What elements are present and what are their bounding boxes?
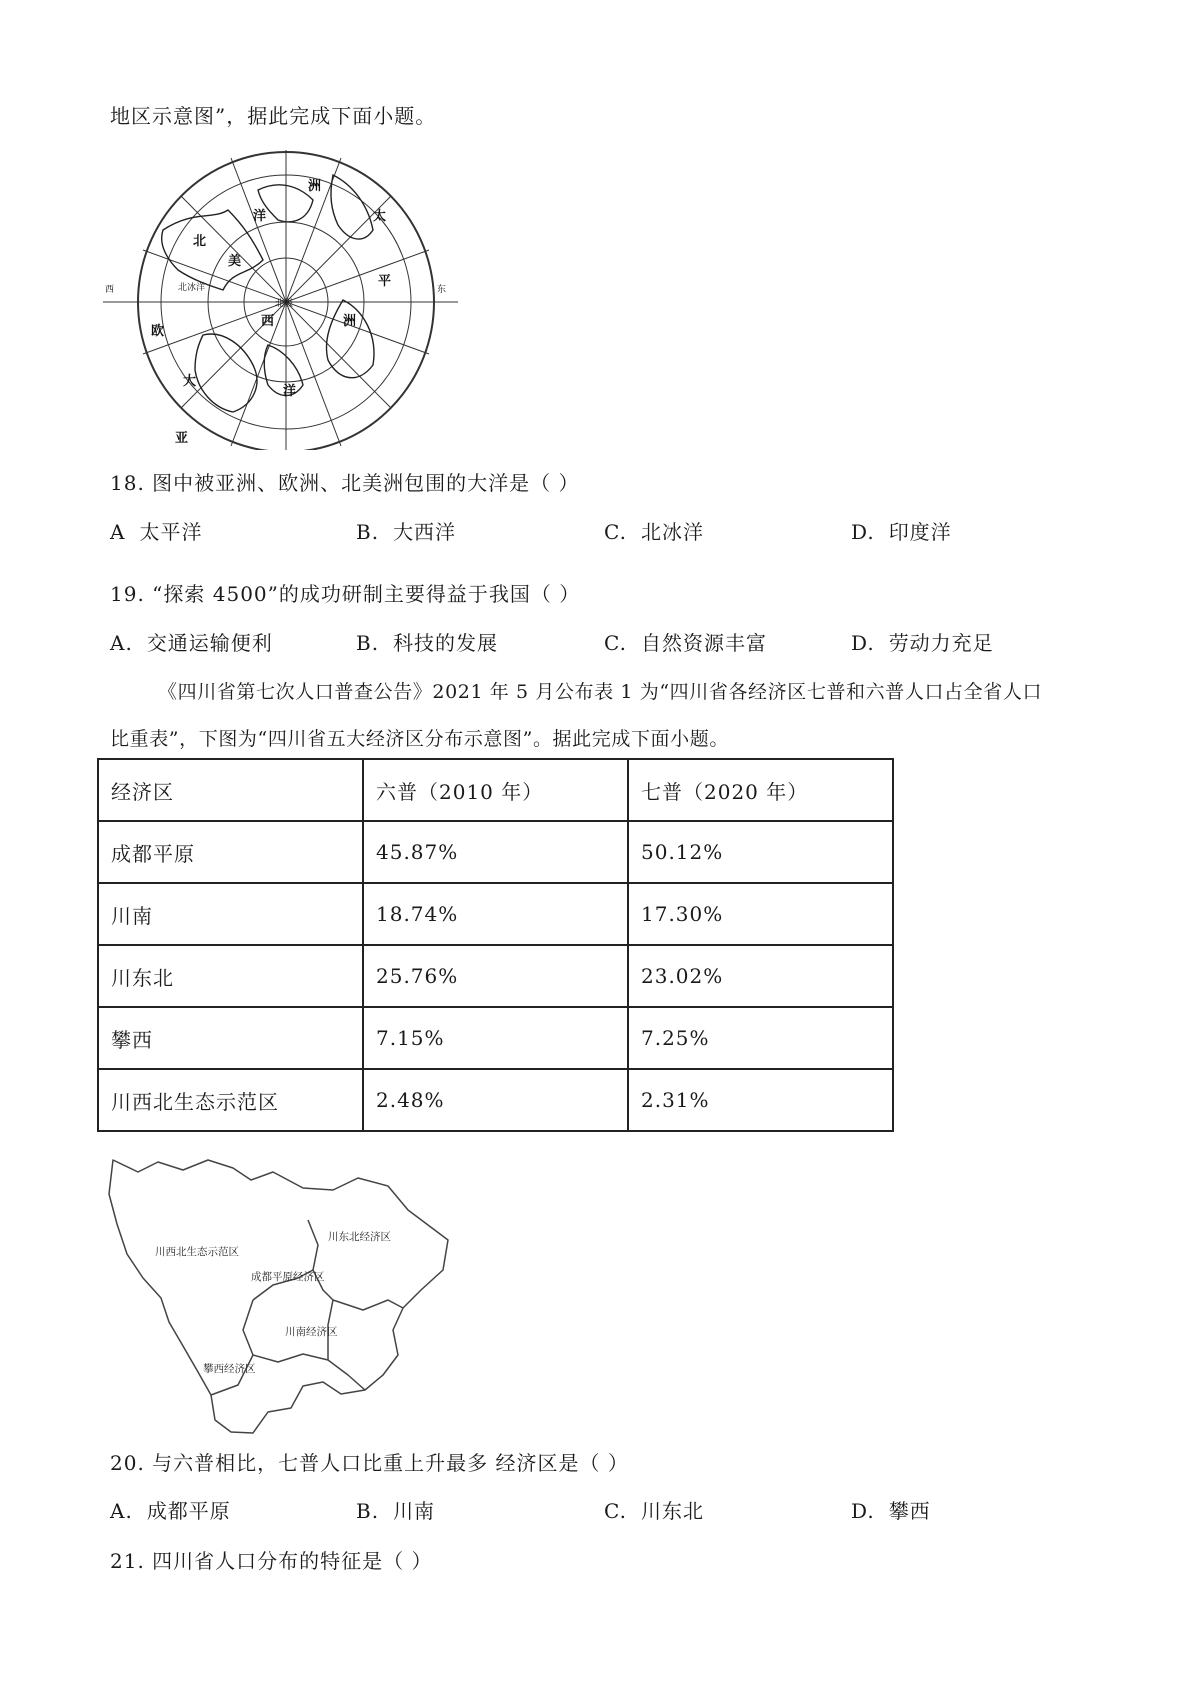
polar-label-mei: 美	[228, 254, 242, 269]
sichuan-label-northeast: 川东北经济区	[328, 1231, 391, 1243]
sichuan-map-svg	[103, 1150, 453, 1435]
option-key: B.	[356, 1499, 380, 1523]
question-21-stem: 21. 四川省人口分布的特征是（ ）	[110, 1549, 433, 1573]
option-key: B.	[356, 520, 380, 544]
table-cell: 7.25%	[628, 1007, 893, 1069]
polar-label-tai: 太	[373, 209, 387, 224]
intro-paragraph-line1: 《四川省第七次人口普查公告》2021 年 5 月公布表 1 为“四川省各经济区七普和六普人口占全省人口	[158, 681, 1043, 703]
option-key: C.	[604, 520, 627, 544]
polar-map-svg	[103, 150, 463, 450]
question-19-stem: 19. “探索 4500”的成功研制主要得益于我国（ ）	[110, 582, 581, 606]
option-key: C.	[604, 1499, 627, 1523]
polar-label-da: 大	[183, 374, 197, 389]
option-key: A.	[110, 631, 133, 655]
option-key: D.	[851, 520, 875, 544]
polar-label-arctic-ocean: 北冰洋	[178, 283, 206, 293]
table-cell: 7.15%	[363, 1007, 628, 1069]
polar-label-zhou1: 洲	[308, 179, 322, 194]
polar-label-ya: 亚	[175, 431, 189, 446]
table-cell: 攀西	[98, 1007, 363, 1069]
sichuan-label-south: 川南经济区	[285, 1326, 338, 1338]
q18-option-b[interactable]	[356, 516, 456, 545]
sichuan-label-panxi: 攀西经济区	[203, 1363, 256, 1375]
table-cell: 川西北生态示范区	[98, 1069, 363, 1131]
polar-label-west: 西	[105, 285, 115, 295]
option-key: B.	[356, 631, 380, 655]
table-cell: 川东北	[98, 945, 363, 1007]
table-header-cell: 经济区	[98, 759, 363, 821]
table-cell: 2.31%	[628, 1069, 893, 1131]
table-cell: 50.12%	[628, 821, 893, 883]
q19-option-d[interactable]	[851, 627, 994, 656]
option-text: 攀西	[888, 1499, 931, 1523]
table-header-cell: 七普（2020 年）	[628, 759, 893, 821]
table-cell: 川南	[98, 883, 363, 945]
sichuan-label-chengdu: 成都平原经济区	[251, 1271, 325, 1283]
polar-label-yang2: 洋	[283, 384, 297, 399]
polar-label-ping: 平	[378, 274, 392, 289]
table-cell: 17.30%	[628, 883, 893, 945]
table-row	[98, 883, 893, 945]
table-cell: 2.48%	[363, 1069, 628, 1131]
table-cell: 23.02%	[628, 945, 893, 1007]
table-cell: 25.76%	[363, 945, 628, 1007]
polar-region-map	[103, 150, 463, 450]
q20-option-d[interactable]	[851, 1495, 931, 1524]
sichuan-economic-zones-map	[103, 1150, 453, 1435]
option-text: 交通运输便利	[146, 631, 273, 655]
option-key: D.	[851, 631, 875, 655]
table-cell: 成都平原	[98, 821, 363, 883]
option-text: 印度洋	[888, 520, 952, 544]
option-text: 成都平原	[146, 1499, 231, 1523]
option-text: 大西洋	[393, 520, 457, 544]
option-key: A.	[110, 1499, 133, 1523]
option-text: 太平洋	[139, 520, 203, 544]
table-row	[98, 821, 893, 883]
table-row	[98, 945, 893, 1007]
population-share-table	[97, 758, 894, 1132]
polar-label-zhou2: 洲	[343, 314, 357, 329]
option-key: D.	[851, 1499, 875, 1523]
q20-option-c[interactable]	[604, 1495, 704, 1524]
q20-option-a[interactable]	[110, 1495, 231, 1524]
option-text: 自然资源丰富	[640, 631, 767, 655]
q19-option-a[interactable]	[110, 627, 273, 656]
option-text: 北冰洋	[640, 520, 704, 544]
polar-label-north-pole: 北极	[275, 299, 294, 309]
table-cell: 18.74%	[363, 883, 628, 945]
question-19-options	[110, 627, 1110, 657]
intro-text: 地区示意图”，据此完成下面小题。	[110, 104, 437, 128]
question-20-options	[110, 1495, 1110, 1525]
option-key: C.	[604, 631, 627, 655]
q19-option-c[interactable]	[604, 627, 767, 656]
polar-label-east: 东	[437, 285, 447, 295]
polar-label-xi: 西	[261, 314, 275, 329]
intro-paragraph-line2: 比重表”，下图为“四川省五大经济区分布示意图”。据此完成下面小题。	[110, 728, 729, 750]
sichuan-label-northwest: 川西北生态示范区	[155, 1246, 239, 1258]
question-18-options	[110, 516, 1110, 546]
question-18-stem: 18. 图中被亚洲、欧洲、北美洲包围的大洋是（ ）	[110, 471, 580, 495]
table-header-cell: 六普（2010 年）	[363, 759, 628, 821]
q19-option-b[interactable]	[356, 627, 498, 656]
table-row	[98, 1007, 893, 1069]
q18-option-d[interactable]	[851, 516, 952, 545]
question-20-stem: 20. 与六普相比，七普人口比重上升最多 经济区是（ ）	[110, 1451, 629, 1475]
polar-label-ou: 欧	[151, 324, 165, 339]
option-text: 科技的发展	[393, 631, 499, 655]
q18-option-a[interactable]	[110, 516, 202, 545]
table-cell: 45.87%	[363, 821, 628, 883]
table-header-row	[98, 759, 893, 821]
option-text: 川南	[393, 1499, 436, 1523]
q20-option-b[interactable]	[356, 1495, 435, 1524]
option-key: A	[110, 520, 126, 544]
q18-option-c[interactable]	[604, 516, 704, 545]
polar-label-yang1: 洋	[253, 209, 267, 224]
table-row	[98, 1069, 893, 1131]
polar-label-bei: 北	[193, 234, 207, 249]
option-text: 川东北	[640, 1499, 704, 1523]
option-text: 劳动力充足	[888, 631, 994, 655]
